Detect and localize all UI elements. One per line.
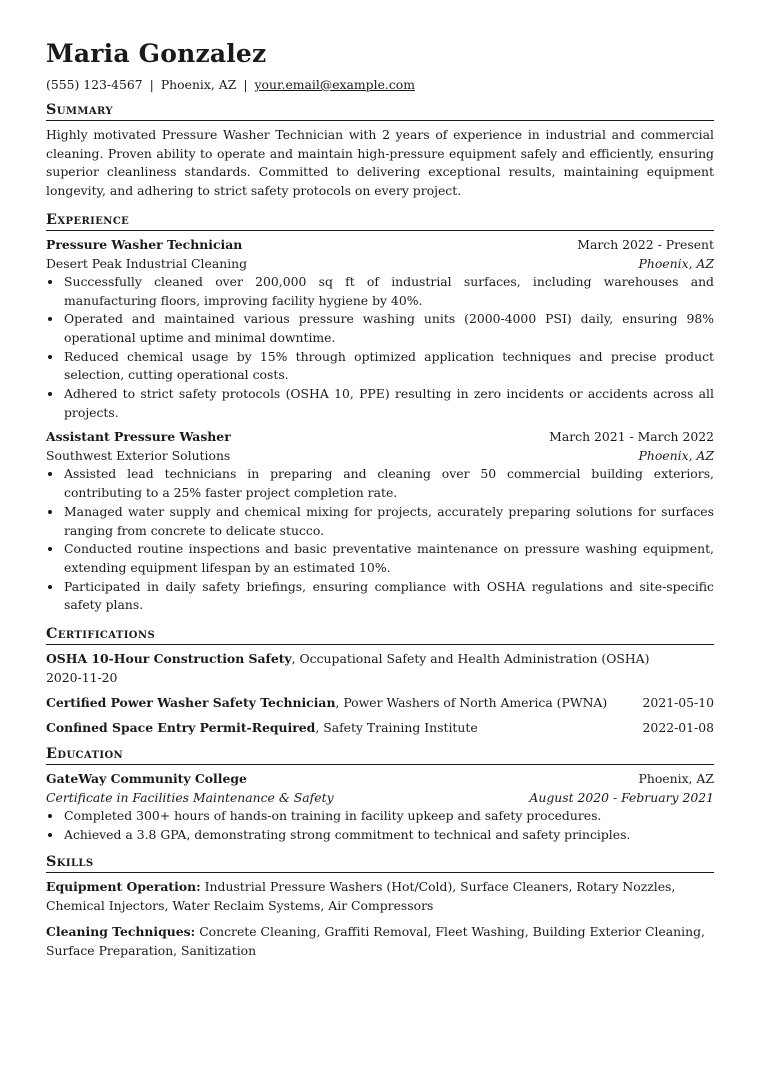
job-title: Assistant Pressure Washer	[46, 429, 231, 445]
certification-date: 2021-05-10	[642, 695, 714, 711]
program-name: Certificate in Facilities Maintenance & Safety	[46, 790, 334, 806]
certification-entry	[46, 694, 714, 713]
job-location: Phoenix, AZ	[638, 448, 714, 464]
summary-text: Highly motivated Pressure Washer Technician with 2 years of experience in industrial and commercial cleaning. Proven ability to operate and maintain high-pressure equipment safely and efficiently, ensuring superior cleanliness standards. Committed to delivering exceptional results, maintaining equipment longevity, and adhering to strict safety protocols on every project.	[46, 127, 714, 199]
candidate-name: Maria Gonzalez	[46, 39, 267, 68]
skill-entry	[46, 878, 714, 915]
job-entry	[46, 427, 714, 615]
contact-separator: |	[149, 77, 154, 92]
bullet-item: • Operated and maintained various pressure washing units (2000-4000 PSI) daily, ensuring 98% operational uptime and minimal downtime.	[63, 310, 714, 347]
job-dates: March 2022 - Present	[577, 236, 714, 252]
job-company-row	[46, 254, 714, 273]
certification-issuer: , Safety Training Institute	[315, 719, 478, 735]
education-entry	[46, 769, 714, 844]
section-title-education: Education	[46, 745, 714, 765]
job-entry	[46, 235, 714, 423]
bullet-item: • Achieved a 3.8 GPA, demonstrating strong commitment to technical and safety principles.	[63, 826, 714, 845]
program-row	[46, 788, 714, 807]
section-title-summary: Summary	[46, 101, 714, 121]
education-bullets	[46, 807, 714, 844]
school-row	[46, 769, 714, 788]
job-title: Pressure Washer Technician	[46, 236, 243, 252]
company-name: Southwest Exterior Solutions	[46, 448, 231, 464]
certification-name: OSHA 10-Hour Construction Safety	[46, 651, 292, 667]
bullet-item: • Completed 300+ hours of hands-on training in facility upkeep and safety procedures.	[63, 807, 714, 826]
certification-issuer: , Occupational Safety and Health Administration (OSHA)	[291, 651, 650, 667]
section-title-skills: Skills	[46, 853, 714, 873]
skill-list: Concrete Cleaning, Graffiti Removal, Fleet Washing, Building Exterior Cleaning, Surface Preparation, Sanitization	[46, 923, 705, 958]
certification-entry	[46, 719, 714, 738]
job-heading-row	[46, 235, 714, 254]
certification-date: 2020-11-20	[46, 669, 118, 685]
section-title-certifications: Certifications	[46, 625, 714, 645]
bullet-item: • Conducted routine inspections and basic preventative maintenance on pressure washing equipment, extending equipment lifespan by an estimated 10%.	[63, 540, 714, 577]
certification-entry	[46, 650, 714, 687]
bullet-item: • Successfully cleaned over 200,000 sq ft of industrial surfaces, including warehouses and manufacturing floors, improving facility hygiene by 40%.	[63, 273, 714, 310]
school-name: GateWay Community College	[46, 771, 247, 787]
certification-name: Confined Space Entry Permit-Required	[46, 719, 316, 735]
bullet-item: • Assisted lead technicians in preparing and cleaning over 50 commercial building exteriors, contributing to a 25% faster project completion rate.	[63, 465, 714, 502]
certification-date: 2022-01-08	[642, 719, 714, 735]
skill-category: Equipment Operation:	[46, 879, 201, 895]
email-link[interactable]: your.email@example.com	[254, 77, 415, 92]
section-title-experience: Experience	[46, 211, 714, 231]
job-company-row	[46, 446, 714, 465]
resume-page	[46, 40, 714, 960]
bullet-item: • Reduced chemical usage by 15% through optimized application techniques and precise product selection, cutting operational costs.	[63, 348, 714, 385]
company-name: Desert Peak Industrial Cleaning	[46, 255, 248, 271]
certification-issuer: , Power Washers of North America (PWNA)	[335, 695, 608, 711]
phone-number: (555) 123-4567	[46, 77, 143, 92]
job-location: Phoenix, AZ	[638, 255, 714, 271]
contact-separator: |	[243, 77, 248, 92]
certification-name: Certified Power Washer Safety Technician	[46, 695, 336, 711]
bullet-item: • Managed water supply and chemical mixing for projects, accurately preparing solutions for surfaces ranging from concrete to delicate stucco.	[63, 503, 714, 540]
contact-line	[46, 77, 714, 93]
job-bullets	[46, 465, 714, 615]
job-heading-row	[46, 427, 714, 446]
skill-category: Cleaning Techniques:	[46, 923, 196, 939]
skill-entry	[46, 923, 714, 960]
skill-list: Industrial Pressure Washers (Hot/Cold), Surface Cleaners, Rotary Nozzles, Chemical Injectors, Water Reclaim Systems, Air Compressors	[46, 879, 676, 914]
school-location: Phoenix, AZ	[638, 771, 714, 787]
bullet-item: • Adhered to strict safety protocols (OSHA 10, PPE) resulting in zero incidents or accidents across all projects.	[63, 385, 714, 422]
location-text: Phoenix, AZ	[160, 77, 237, 92]
job-bullets	[46, 273, 714, 423]
bullet-item: • Participated in daily safety briefings, ensuring compliance with OSHA regulations and site-specific safety plans.	[63, 578, 714, 615]
job-dates: March 2021 - March 2022	[549, 429, 714, 445]
education-dates: August 2020 - February 2021	[529, 790, 714, 806]
